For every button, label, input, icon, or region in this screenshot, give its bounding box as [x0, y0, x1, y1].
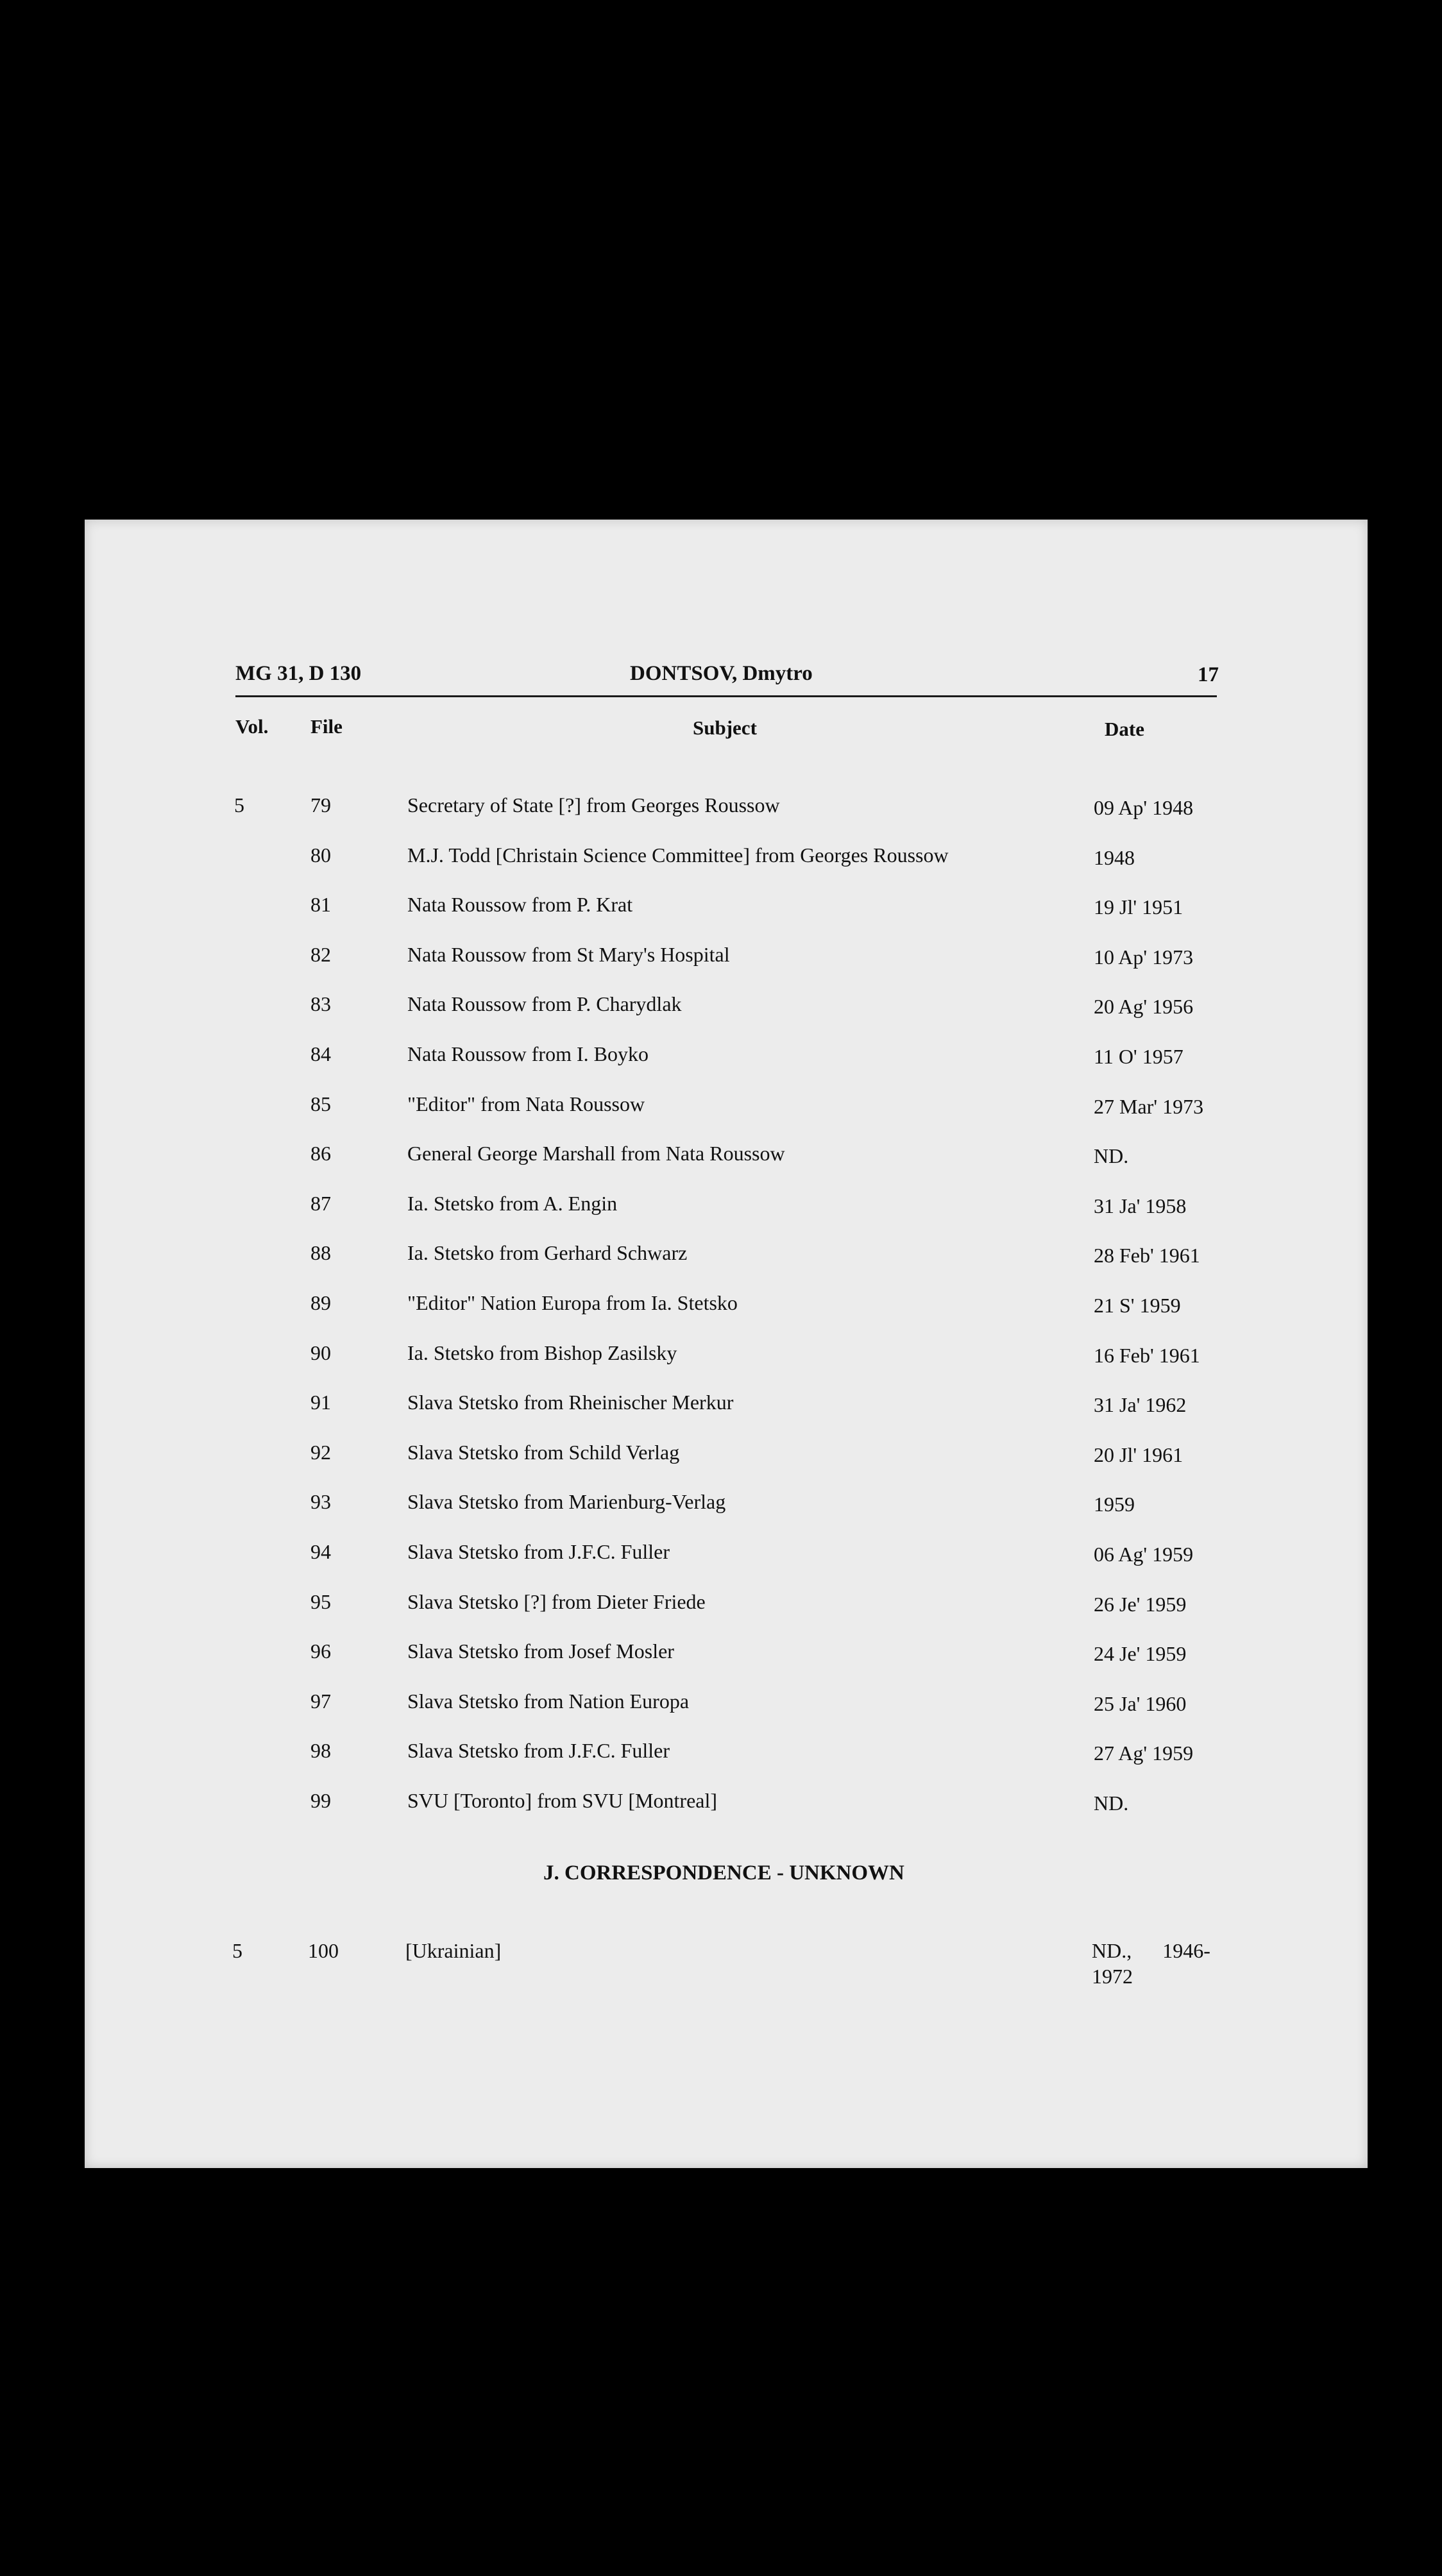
- row-file: 93: [310, 1490, 331, 1513]
- row-date: 1959: [1094, 1493, 1135, 1516]
- row-file: 82: [310, 943, 331, 966]
- row-subject: Nata Roussow from P. Krat: [407, 893, 633, 916]
- row-file: 79: [310, 793, 331, 817]
- row-subject: [Ukrainian]: [405, 1939, 502, 1962]
- row-date: 27 Mar' 1973: [1094, 1095, 1204, 1118]
- row-file: 85: [310, 1092, 331, 1115]
- row-file: 99: [310, 1789, 331, 1812]
- row-date: 21 S' 1959: [1094, 1294, 1181, 1317]
- row-subject: Nata Roussow from P. Charydlak: [407, 992, 682, 1015]
- row-subject: Slava Stetsko from Nation Europa: [407, 1690, 690, 1713]
- page-number: 17: [1198, 663, 1219, 686]
- row-subject: Ia. Stetsko from Bishop Zasilsky: [407, 1341, 677, 1364]
- row-date-line-1: ND., 1946-: [1092, 1939, 1210, 1962]
- row-date: 09 Ap' 1948: [1094, 796, 1194, 819]
- row-date: ND.: [1094, 1792, 1129, 1815]
- row-date: 31 Ja' 1958: [1094, 1194, 1187, 1217]
- document-page: [85, 520, 1368, 2168]
- row-subject: SVU [Toronto] from SVU [Montreal]: [407, 1789, 718, 1812]
- document-title: DONTSOV, Dmytro: [630, 662, 813, 685]
- column-header-date: Date: [1105, 718, 1144, 740]
- row-date: 20 Ag' 1956: [1094, 995, 1194, 1018]
- column-header-file: File: [310, 715, 343, 738]
- row-date: 11 O' 1957: [1094, 1045, 1183, 1068]
- row-subject: "Editor" from Nata Roussow: [407, 1092, 645, 1115]
- row-subject: M.J. Todd [Christain Science Committee] from Georges Roussow: [407, 843, 949, 867]
- row-date: 10 Ap' 1973: [1094, 945, 1194, 969]
- row-file: 88: [310, 1241, 331, 1264]
- row-date-line-2: 1972: [1092, 1965, 1133, 1988]
- row-file: 81: [310, 893, 331, 916]
- row-file: 84: [310, 1042, 331, 1065]
- row-vol: 5: [234, 793, 244, 817]
- row-file: 94: [310, 1540, 331, 1563]
- row-vol: 5: [232, 1939, 242, 1962]
- row-file: 83: [310, 992, 331, 1015]
- row-file: 95: [310, 1590, 331, 1613]
- row-file: 92: [310, 1441, 331, 1464]
- row-date: 25 Ja' 1960: [1094, 1692, 1187, 1715]
- row-file: 98: [310, 1739, 331, 1762]
- row-subject: Ia. Stetsko from Gerhard Schwarz: [407, 1241, 688, 1264]
- collection-reference: MG 31, D 130: [235, 662, 362, 685]
- row-date: 16 Feb' 1961: [1094, 1344, 1200, 1367]
- row-subject: Slava Stetsko [?] from Dieter Friede: [407, 1590, 706, 1613]
- row-date: ND.: [1094, 1144, 1129, 1167]
- header-rule: [235, 695, 1217, 697]
- row-date: 27 Ag' 1959: [1094, 1741, 1194, 1765]
- row-file: 96: [310, 1640, 331, 1663]
- row-subject: Slava Stetsko from J.F.C. Fuller: [407, 1739, 670, 1762]
- row-file: 80: [310, 843, 331, 867]
- column-header-subject: Subject: [693, 716, 757, 739]
- row-subject: Nata Roussow from St Mary's Hospital: [407, 943, 730, 966]
- row-date: 31 Ja' 1962: [1094, 1393, 1187, 1416]
- column-header-vol: Vol.: [235, 715, 269, 738]
- row-date: 24 Je' 1959: [1094, 1642, 1187, 1665]
- row-subject: Slava Stetsko from Schild Verlag: [407, 1441, 680, 1464]
- row-subject: Secretary of State [?] from Georges Roussow: [407, 793, 780, 817]
- row-subject: Ia. Stetsko from A. Engin: [407, 1192, 618, 1215]
- row-file: 87: [310, 1192, 331, 1215]
- row-date: 28 Feb' 1961: [1094, 1244, 1200, 1267]
- row-subject: Slava Stetsko from Josef Mosler: [407, 1640, 674, 1663]
- row-subject: Slava Stetsko from Rheinischer Merkur: [407, 1391, 734, 1414]
- row-date: 19 Jl' 1951: [1094, 895, 1183, 919]
- row-subject: Slava Stetsko from J.F.C. Fuller: [407, 1540, 670, 1563]
- row-subject: General George Marshall from Nata Roussow: [407, 1142, 785, 1165]
- row-date: 1948: [1094, 846, 1135, 869]
- row-file: 100: [308, 1939, 339, 1962]
- row-subject: "Editor" Nation Europa from Ia. Stetsko: [407, 1291, 738, 1314]
- section-heading: J. CORRESPONDENCE - UNKNOWN: [543, 1861, 904, 1885]
- row-date: 20 Jl' 1961: [1094, 1443, 1183, 1466]
- row-file: 97: [310, 1690, 331, 1713]
- row-file: 91: [310, 1391, 331, 1414]
- row-subject: Slava Stetsko from Marienburg-Verlag: [407, 1490, 726, 1513]
- row-date: 06 Ag' 1959: [1094, 1543, 1194, 1566]
- row-date: 26 Je' 1959: [1094, 1593, 1187, 1616]
- row-subject: Nata Roussow from I. Boyko: [407, 1042, 649, 1065]
- row-file: 89: [310, 1291, 331, 1314]
- row-file: 90: [310, 1341, 331, 1364]
- row-file: 86: [310, 1142, 331, 1165]
